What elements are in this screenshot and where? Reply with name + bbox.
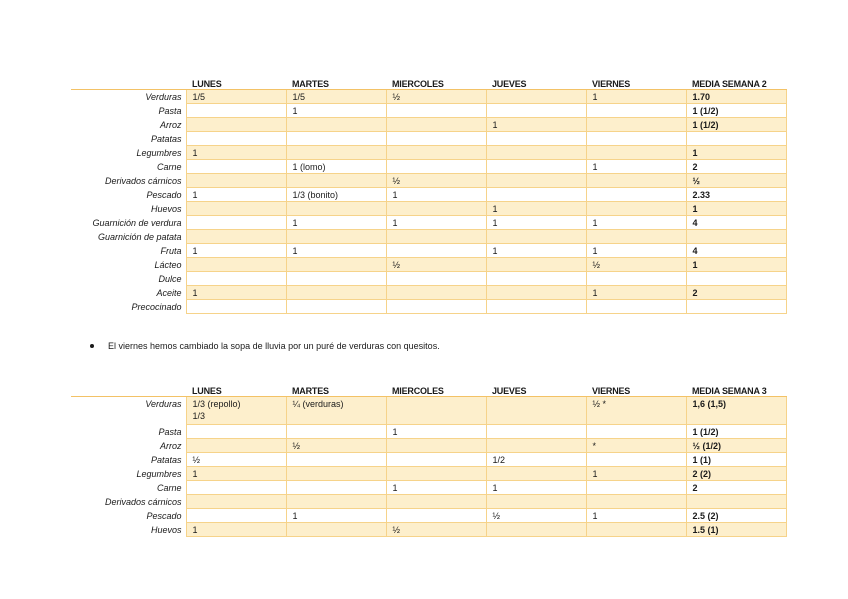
row-label: Verduras (71, 90, 186, 104)
table-row (71, 146, 786, 160)
row-label: Derivados cárnicos (71, 174, 186, 188)
table-cell: 1 (486, 481, 586, 495)
table-cell (286, 258, 386, 272)
weekly-average-cell: ½ (686, 174, 786, 188)
table-cell (486, 104, 586, 118)
table-row (71, 495, 786, 509)
table-cell (486, 174, 586, 188)
column-header: MEDIA SEMANA 3 (686, 383, 786, 397)
weekly-average-cell: 1 (686, 146, 786, 160)
weekly-menu-table-week-3 (71, 383, 787, 537)
table-cell (386, 160, 486, 174)
weekly-average-cell: 4 (686, 244, 786, 258)
table-cell: 1 (386, 216, 486, 230)
weekly-average-cell (686, 132, 786, 146)
table-cell (586, 495, 686, 509)
table-cell (586, 132, 686, 146)
table-cell (486, 439, 586, 453)
table-cell: ¼ (verduras) (286, 397, 386, 425)
row-label: Aceite (71, 286, 186, 300)
table-cell: 1/3 (repollo) 1/3 (186, 397, 286, 425)
weekly-average-cell: 2.5 (2) (686, 509, 786, 523)
table-cell (586, 118, 686, 132)
table-row (71, 453, 786, 467)
table-cell (286, 453, 386, 467)
table-cell (486, 132, 586, 146)
table-cell (186, 509, 286, 523)
corner-cell (71, 76, 186, 90)
table-cell (186, 160, 286, 174)
weekly-average-cell: 1 (1/2) (686, 104, 786, 118)
table-cell (286, 230, 386, 244)
weekly-average-cell: 1 (1/2) (686, 118, 786, 132)
table-cell: 1 (486, 118, 586, 132)
table-cell (286, 146, 386, 160)
table-cell (286, 272, 386, 286)
column-header: MARTES (286, 76, 386, 90)
table-row (71, 188, 786, 202)
table-cell (386, 244, 486, 258)
table-cell (186, 216, 286, 230)
table-cell (186, 174, 286, 188)
table-cell (586, 272, 686, 286)
table-cell (486, 230, 586, 244)
table-row (71, 244, 786, 258)
table-cell: ½ (386, 523, 486, 537)
table-cell: 1 (586, 244, 686, 258)
table-row (71, 272, 786, 286)
weekly-average-cell (686, 272, 786, 286)
row-label: Carne (71, 481, 186, 495)
column-header: LUNES (186, 383, 286, 397)
note-text: El viernes hemos cambiado la sopa de lluvia por un puré de verduras con quesitos. (108, 341, 440, 351)
table-cell (586, 425, 686, 439)
table-cell: 1 (286, 216, 386, 230)
table-cell (386, 272, 486, 286)
table-cell: 1 (286, 244, 386, 258)
row-label: Pescado (71, 509, 186, 523)
table-cell (286, 286, 386, 300)
table-cell: 1 (586, 509, 686, 523)
table-row (71, 118, 786, 132)
table-cell: 1/5 (286, 90, 386, 104)
table-cell (186, 300, 286, 314)
weekly-average-cell: 4 (686, 216, 786, 230)
table-cell (486, 523, 586, 537)
weekly-average-cell: 1.5 (1) (686, 523, 786, 537)
column-header: MIERCOLES (386, 383, 486, 397)
table-cell: 1 (586, 160, 686, 174)
header-row (71, 76, 786, 90)
table-cell: 1/5 (186, 90, 286, 104)
table-row (71, 523, 786, 537)
table-cell (586, 104, 686, 118)
table-cell (286, 300, 386, 314)
row-label: Guarnición de verdura (71, 216, 186, 230)
weekly-average-cell: 2.33 (686, 188, 786, 202)
table-cell (186, 272, 286, 286)
table-cell (486, 146, 586, 160)
table-cell: 1/3 (bonito) (286, 188, 386, 202)
table-cell (586, 300, 686, 314)
table-cell: 1 (186, 146, 286, 160)
table-cell (486, 160, 586, 174)
table-row (71, 160, 786, 174)
table-cell (386, 202, 486, 216)
header-row (71, 383, 786, 397)
table-cell (486, 495, 586, 509)
row-label: Patatas (71, 132, 186, 146)
table-cell (386, 509, 486, 523)
table-cell (586, 202, 686, 216)
table-cell: 1 (lomo) (286, 160, 386, 174)
table-cell: ½ (386, 90, 486, 104)
column-header: MEDIA SEMANA 2 (686, 76, 786, 90)
table-cell: 1 (586, 90, 686, 104)
table-cell (286, 118, 386, 132)
weekly-average-cell (686, 495, 786, 509)
weekly-average-cell: 2 (686, 160, 786, 174)
table-cell (386, 467, 486, 481)
table-cell: 1 (486, 202, 586, 216)
table-row (71, 216, 786, 230)
table-cell (286, 481, 386, 495)
table-cell (586, 523, 686, 537)
table-cell (186, 495, 286, 509)
table-cell (586, 453, 686, 467)
row-label: Precocinado (71, 300, 186, 314)
table-cell: 1 (486, 244, 586, 258)
row-label: Verduras (71, 397, 186, 425)
table-cell (586, 146, 686, 160)
table-cell (186, 439, 286, 453)
weekly-menu-table-week-2 (71, 76, 787, 314)
table-cell (186, 202, 286, 216)
table-cell (186, 425, 286, 439)
table-cell (486, 425, 586, 439)
table-row (71, 397, 786, 425)
table-cell (286, 425, 386, 439)
weekly-average-cell: 1,6 (1,5) (686, 397, 786, 425)
column-header: MARTES (286, 383, 386, 397)
table-cell (186, 258, 286, 272)
table-cell (486, 90, 586, 104)
table-cell (286, 174, 386, 188)
table-cell (386, 104, 486, 118)
table-cell (586, 174, 686, 188)
table-cell: ½ (386, 174, 486, 188)
table-cell (186, 118, 286, 132)
table-row (71, 467, 786, 481)
row-label: Legumbres (71, 146, 186, 160)
table-cell (486, 188, 586, 202)
table-cell (286, 132, 386, 146)
table-cell (586, 230, 686, 244)
table-cell: 1 (286, 104, 386, 118)
table-cell (386, 453, 486, 467)
row-label: Fruta (71, 244, 186, 258)
table-cell: 1 (186, 188, 286, 202)
weekly-average-cell: 2 (2) (686, 467, 786, 481)
row-label: Derivados cárnicos (71, 495, 186, 509)
table-cell (286, 202, 386, 216)
table-cell: 1 (186, 467, 286, 481)
column-header: LUNES (186, 76, 286, 90)
table-cell (386, 439, 486, 453)
table-cell (286, 467, 386, 481)
table-cell: 1 (186, 523, 286, 537)
column-header: JUEVES (486, 383, 586, 397)
table-row (71, 425, 786, 439)
table-cell: 1 (186, 244, 286, 258)
table-row (71, 286, 786, 300)
weekly-average-cell: 1 (1/2) (686, 425, 786, 439)
row-label: Legumbres (71, 467, 186, 481)
row-label: Pasta (71, 104, 186, 118)
table-row (71, 202, 786, 216)
bullet-icon (90, 344, 94, 348)
table-row (71, 90, 786, 104)
table-cell (286, 495, 386, 509)
row-label: Pescado (71, 188, 186, 202)
weekly-average-cell: ½ (1/2) (686, 439, 786, 453)
weekly-average-cell (686, 230, 786, 244)
weekly-average-cell: 2 (686, 286, 786, 300)
table-cell (486, 397, 586, 425)
table-cell (186, 104, 286, 118)
row-label: Dulce (71, 272, 186, 286)
table-cell (486, 467, 586, 481)
table-cell: 1 (586, 467, 686, 481)
table-cell: ½ (586, 258, 686, 272)
table-cell: 1 (586, 216, 686, 230)
table-row (71, 439, 786, 453)
table-cell: * (586, 439, 686, 453)
table-cell: 1 (486, 216, 586, 230)
table-cell (186, 230, 286, 244)
table-cell: ½ (386, 258, 486, 272)
row-label: Arroz (71, 439, 186, 453)
table-cell: 1 (386, 425, 486, 439)
table-cell (386, 118, 486, 132)
table-cell: ½ (286, 439, 386, 453)
note-bullet-item (90, 341, 440, 351)
table-cell (386, 286, 486, 300)
table-cell: ½ * (586, 397, 686, 425)
column-header: MIERCOLES (386, 76, 486, 90)
corner-cell (71, 383, 186, 397)
table-row (71, 230, 786, 244)
table-row (71, 104, 786, 118)
table-cell (486, 286, 586, 300)
row-label: Carne (71, 160, 186, 174)
weekly-average-cell: 2 (686, 481, 786, 495)
table-cell (386, 132, 486, 146)
column-header: VIERNES (586, 383, 686, 397)
table-cell (186, 481, 286, 495)
table-cell (586, 481, 686, 495)
table-cell (386, 495, 486, 509)
table-row (71, 481, 786, 495)
row-label: Guarnición de patata (71, 230, 186, 244)
table-cell: ½ (186, 453, 286, 467)
table-cell (586, 188, 686, 202)
weekly-average-cell (686, 300, 786, 314)
table-cell: 1 (586, 286, 686, 300)
table-row (71, 174, 786, 188)
row-label: Huevos (71, 523, 186, 537)
table-cell: ½ (486, 509, 586, 523)
table-cell (386, 146, 486, 160)
table-cell (386, 300, 486, 314)
weekly-average-cell: 1 (1) (686, 453, 786, 467)
row-label: Pasta (71, 425, 186, 439)
table-cell (186, 132, 286, 146)
table-cell: 1 (386, 481, 486, 495)
column-header: VIERNES (586, 76, 686, 90)
table-cell: 1/2 (486, 453, 586, 467)
table-cell (386, 230, 486, 244)
row-label: Patatas (71, 453, 186, 467)
row-label: Huevos (71, 202, 186, 216)
table-cell (486, 258, 586, 272)
table-cell: 1 (386, 188, 486, 202)
table-row (71, 132, 786, 146)
table-cell: 1 (186, 286, 286, 300)
weekly-average-cell: 1 (686, 202, 786, 216)
table-cell (286, 523, 386, 537)
column-header: JUEVES (486, 76, 586, 90)
table-row (71, 300, 786, 314)
table-row (71, 509, 786, 523)
table-cell (386, 397, 486, 425)
row-label: Lácteo (71, 258, 186, 272)
row-label: Arroz (71, 118, 186, 132)
table-cell: 1 (286, 509, 386, 523)
weekly-average-cell: 1.70 (686, 90, 786, 104)
table-cell (486, 300, 586, 314)
table-cell (486, 272, 586, 286)
weekly-average-cell: 1 (686, 258, 786, 272)
table-row (71, 258, 786, 272)
